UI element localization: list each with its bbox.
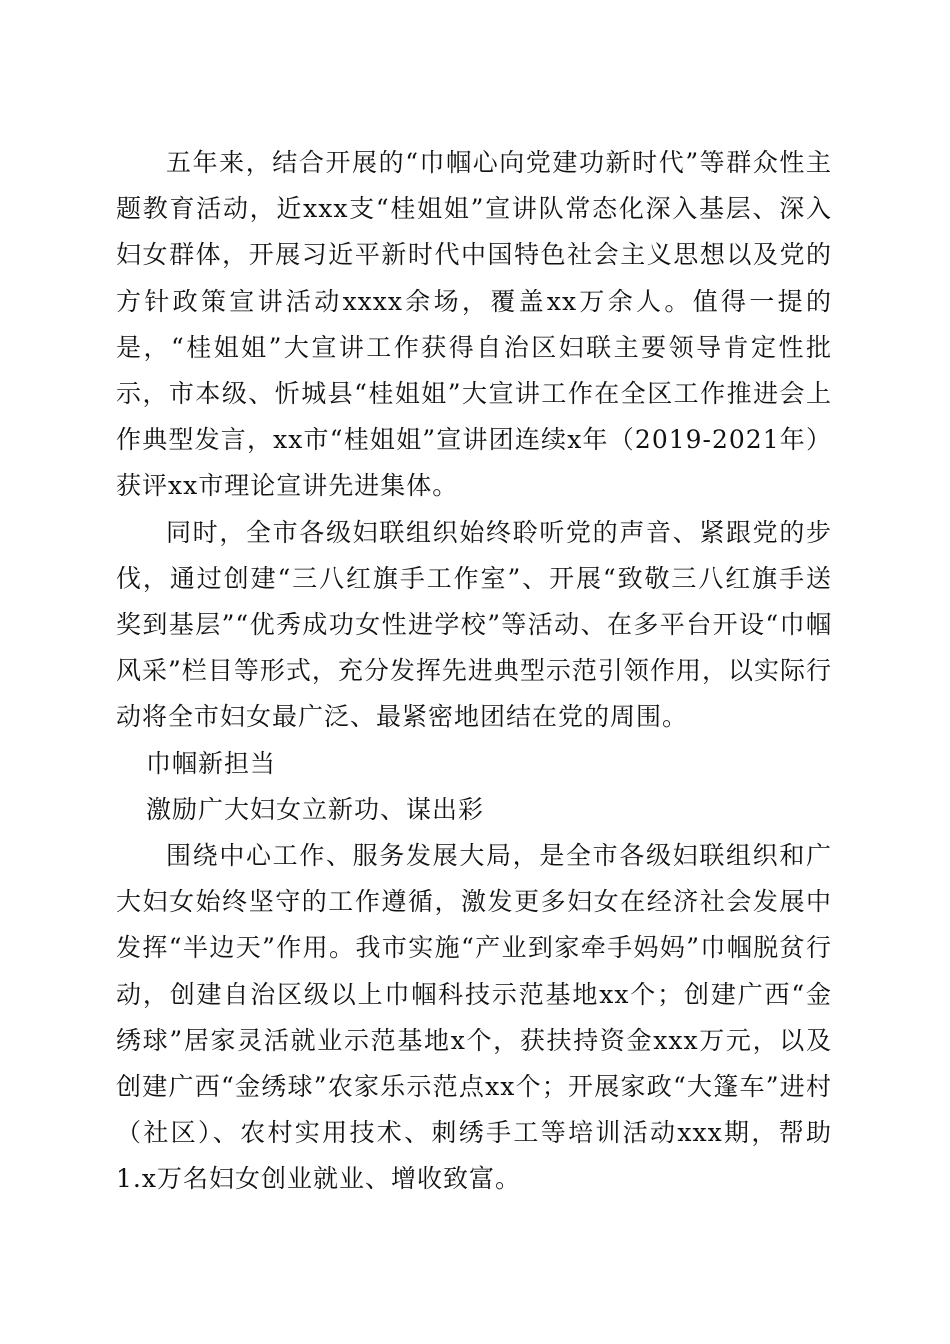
document-body <box>116 140 832 1203</box>
paragraph-3: 围绕中心工作、服务发展大局，是全市各级妇联组织和广大妇女始终坚守的工作遵循，激发更多妇女在经济社会发展中发挥“半边天”作用。我市实施“产业到家牵手妈妈”巾帼脱贫行动，创建自治区级以上巾帼科技示范基地xx个；创建广西“金绣球”居家灵活就业示范基地x个，获扶持资金xxx万元，以及创建广西“金绣球”农家乐示范点xx个；开展家政“大篷车”进村（社区）、农村实用技术、刺绣手工等培训活动xxx期，帮助1.x万名妇女创业就业、增收致富。 <box>116 841 832 1194</box>
section-subheading: 激励广大妇女立新功、谋出彩 <box>146 794 485 824</box>
paragraph-1: 五年来，结合开展的“巾帼心向党建功新时代”等群众性主题教育活动，近xxx支“桂姐姐”宣讲队常态化深入基层、深入妇女群体，开展习近平新时代中国特色社会主义思想以及党的方针政策宣讲活动xxxx余场，覆盖xx万余人。值得一提的是，“桂姐姐”大宣讲工作获得自治区妇联主要领导肯定性批示，市本级、忻城县“桂姐姐”大宣讲工作在全区工作推进会上作典型发言，xx市“桂姐姐”宣讲团连续x年（2019-2021年）获评xx市理论宣讲先进集体。 <box>116 148 832 501</box>
section-heading: 巾帼新担当 <box>146 748 277 778</box>
paragraph-2: 同时，全市各级妇联组织始终聆听党的声音、紧跟党的步伐，通过创建“三八红旗手工作室”、开展“致敬三八红旗手送奖到基层”“优秀成功女性进学校”等活动、在多平台开设“巾帼风采”栏目等形式，充分发挥先进典型示范引领作用，以实际行动将全市妇女最广泛、最紧密地团结在党的周围。 <box>116 517 832 732</box>
